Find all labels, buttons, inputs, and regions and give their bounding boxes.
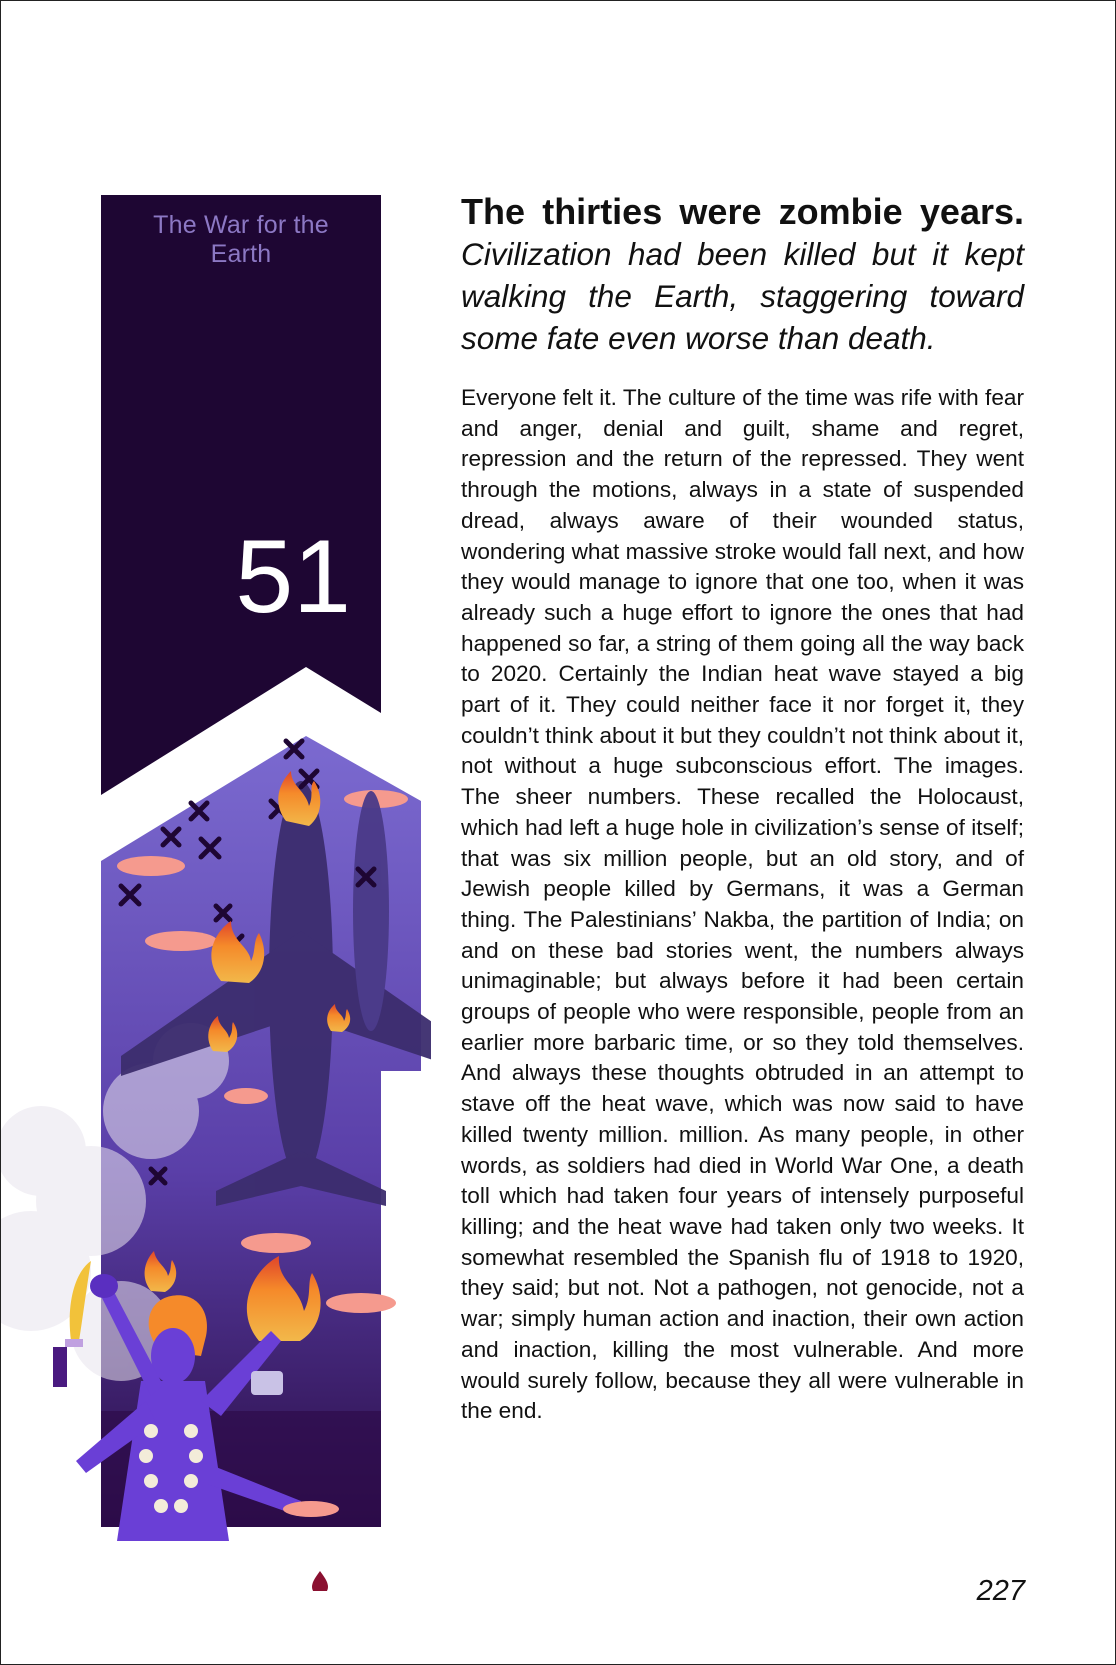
running-title: The War for the Earth	[153, 211, 329, 268]
chapter-illustration	[1, 731, 431, 1591]
body-paragraph: Everyone felt it. The culture of the time was rife with fear and anger, denial and guilt, shame and regret, repression and the return of the repressed. They went through the motions, always in a state of suspended dread, always aware of their wounded status, wondering what massive stroke would fall next, and how they would manage to ignore that one too, when it was already such a huge effort to ignore the ones that had happened so far, a string of them going all the way back to 2020. Certainly the Indian heat wave stayed a big part of it. They could neither face it nor forget it, they couldn’t think about it but they couldn’t not think about it, not without a huge subconscious effort. The images. The sheer numbers. These recalled the Holocaust, which had left a huge hole in civilization’s sense of itself; that was six million people, but an old story, and of Jewish people killed by Germans, it was a German thing. The Palestinians’ Nakba, the partition of India; on and on these bad stories went, the numbers always unimaginable; but always before it had been certain groups of people who were responsible, people from an earlier more barbaric time, or so they told themselves. And always these thoughts obtruded in an attempt to stave off the heat wave, which was now said to have killed twenty million. million. As many people, in other words, as soldiers had died in World War One, a death toll which had taken four years of intensely purposeful killing; and the heat wave had taken only two weeks. It somewhat resembled the Spanish flu of 1918 to 1920, they said; but not. Not a pathogen, not genocide, not a war; simply human action and inaction, their own action and inaction, killing the most vulnerable. And more would surely follow, because they all were vulnerable in the end.	[461, 385, 1024, 1424]
page-number: 227	[976, 1575, 1025, 1607]
text-column	[461, 191, 1024, 1427]
blood-drop-icon	[312, 1571, 328, 1591]
headline: The thirties were zombie years.	[461, 191, 1024, 232]
banner-shape	[101, 195, 381, 795]
chapter-number: 51	[235, 519, 351, 635]
chapter-banner	[101, 195, 381, 795]
subheadline: Civilization had been killed but it kept walking the Earth, staggering toward some fate even worse than death.	[461, 236, 1024, 356]
